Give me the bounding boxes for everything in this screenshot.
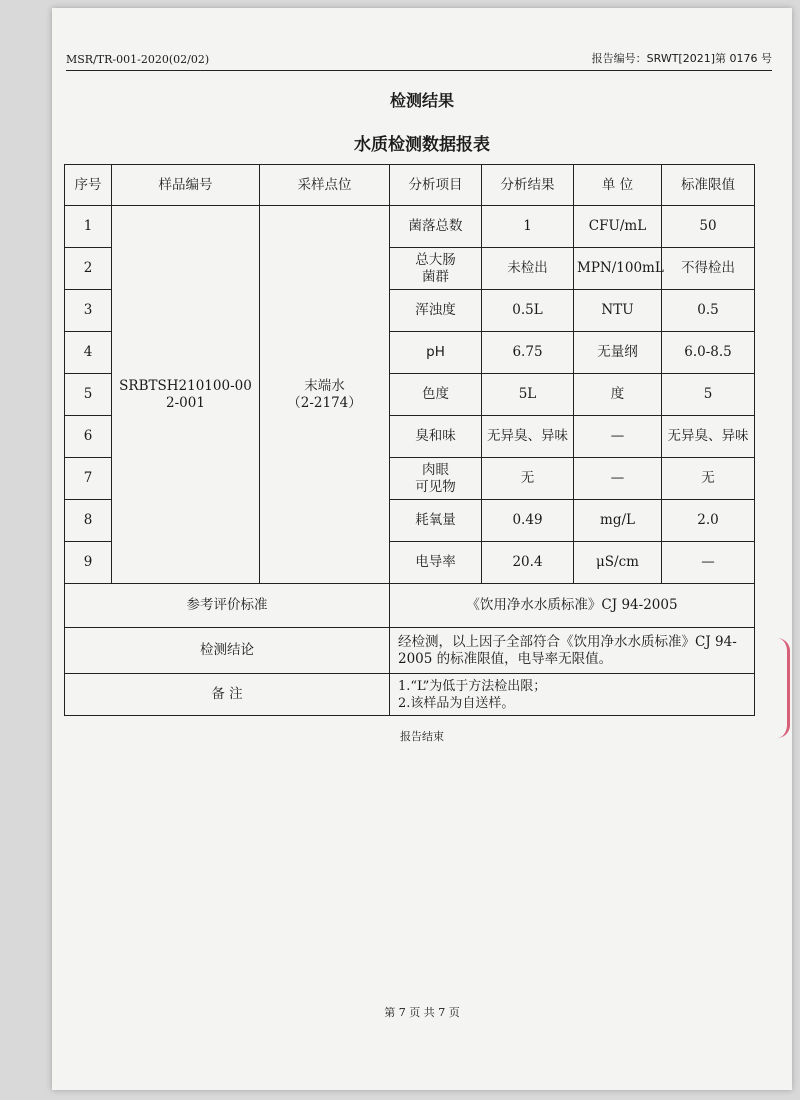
unit: 无量纲 [574, 332, 662, 374]
table-title: 水质检测数据报表 [354, 135, 490, 155]
table-row [65, 206, 755, 248]
analysis-item: 耗氧量 [390, 500, 482, 542]
unit: MPN/100mL [574, 248, 662, 290]
unit: — [574, 458, 662, 500]
report-number: 报告编号：SRWT[2021]第 0176 号 [591, 52, 772, 65]
standard-limit: 2.0 [662, 500, 755, 542]
unit: CFU/mL [574, 206, 662, 248]
standard-limit: 无异臭、异味 [662, 416, 755, 458]
row-number: 6 [65, 416, 112, 458]
row-number: 4 [65, 332, 112, 374]
sample-id-cell: SRBTSH210100-002-001 [112, 206, 260, 584]
analysis-result: 0.49 [482, 500, 574, 542]
row-number: 3 [65, 290, 112, 332]
unit: — [574, 416, 662, 458]
remark-value [390, 674, 755, 716]
row-number: 2 [65, 248, 112, 290]
conclusion-value: 经检测，以上因子全部符合《饮用净水水质标准》CJ 94-2005 的标准限值，电导率无限值。 [390, 628, 755, 674]
sampling-location-cell: 末端水 （2-2174） [260, 206, 390, 584]
analysis-item: 肉眼 可见物 [390, 458, 482, 500]
standard-limit: 5 [662, 374, 755, 416]
analysis-result: 无 [482, 458, 574, 500]
seal-stamp-edge [777, 638, 790, 738]
report-end-label: 报告结束 [400, 730, 444, 743]
standard-limit: 无 [662, 458, 755, 500]
row-number: 7 [65, 458, 112, 500]
analysis-item: pH [390, 332, 482, 374]
remark-label: 备 注 [65, 674, 390, 716]
header-cell: 样品编号 [112, 165, 260, 206]
conclusion-label: 检测结论 [65, 628, 390, 674]
unit: NTU [574, 290, 662, 332]
reference-standard-label: 参考评价标准 [65, 584, 390, 628]
standard-limit: 50 [662, 206, 755, 248]
standard-limit: 6.0-8.5 [662, 332, 755, 374]
row-number: 5 [65, 374, 112, 416]
analysis-item: 色度 [390, 374, 482, 416]
header-cell: 采样点位 [260, 165, 390, 206]
analysis-item: 浑浊度 [390, 290, 482, 332]
unit: 度 [574, 374, 662, 416]
header-cell: 分析项目 [390, 165, 482, 206]
header-cell: 序号 [65, 165, 112, 206]
analysis-result: 0.5L [482, 290, 574, 332]
analysis-result: 未检出 [482, 248, 574, 290]
remark-row [65, 674, 755, 716]
header-cell: 标准限值 [662, 165, 755, 206]
remark-line: 1.“L”为低于方法检出限； [398, 678, 547, 694]
analysis-result: 无异臭、异味 [482, 416, 574, 458]
standard-limit: 不得检出 [662, 248, 755, 290]
row-number: 9 [65, 542, 112, 584]
analysis-item: 总大肠 菌群 [390, 248, 482, 290]
document-code: MSR/TR-001-2020(02/02) [66, 53, 210, 66]
unit: mg/L [574, 500, 662, 542]
remark-line: 2.该样品为自送样。 [398, 695, 515, 711]
water-quality-table [64, 164, 755, 716]
table-header-row [65, 165, 755, 206]
analysis-result: 20.4 [482, 542, 574, 584]
standard-limit: 0.5 [662, 290, 755, 332]
analysis-item: 电导率 [390, 542, 482, 584]
standard-limit: — [662, 542, 755, 584]
analysis-item: 菌落总数 [390, 206, 482, 248]
reference-standard-row [65, 584, 755, 628]
row-number: 8 [65, 500, 112, 542]
header-cell: 分析结果 [482, 165, 574, 206]
report-page [52, 8, 792, 1090]
header-cell: 单 位 [574, 165, 662, 206]
unit: μS/cm [574, 542, 662, 584]
analysis-result: 1 [482, 206, 574, 248]
page-footer: 第 7 页 共 7 页 [384, 1006, 460, 1019]
conclusion-row [65, 628, 755, 674]
analysis-result: 5L [482, 374, 574, 416]
analysis-result: 6.75 [482, 332, 574, 374]
reference-standard-value: 《饮用净水水质标准》CJ 94-2005 [390, 584, 755, 628]
analysis-item: 臭和味 [390, 416, 482, 458]
section-title: 检测结果 [389, 91, 454, 110]
row-number: 1 [65, 206, 112, 248]
page-header [66, 50, 772, 71]
